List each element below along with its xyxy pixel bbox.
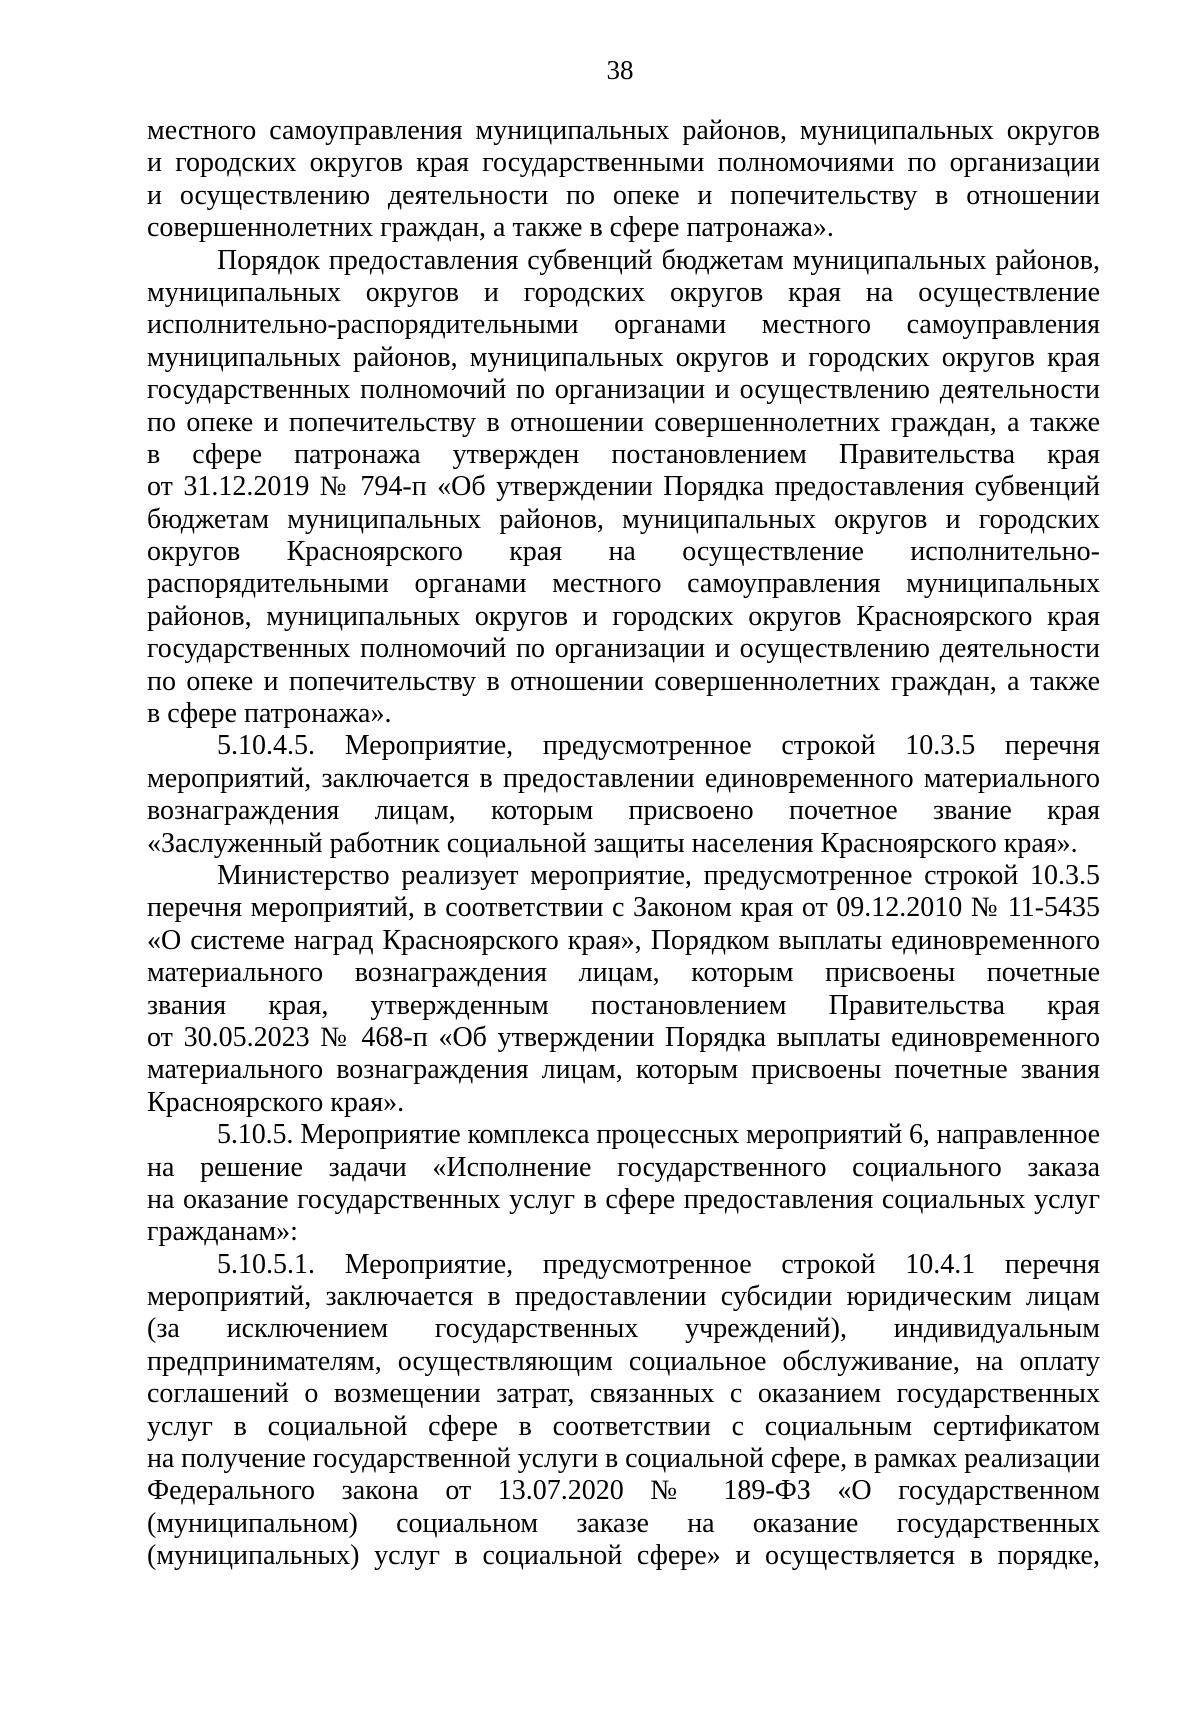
text-line: государственных полномочий по организации и осуществлению деятельности <box>147 374 1100 406</box>
text-line: Министерство реализует мероприятие, предусмотренное строкой 10.3.5 <box>217 859 1100 891</box>
text-line: вознаграждения лицам, которым присвоено почетное звание края <box>147 795 1100 827</box>
text-line: районов, муниципальных округов и городских округов Красноярского края <box>147 600 1100 632</box>
text-line: мероприятий, заключается в предоставлении субсидии юридическим лицам <box>147 1281 1100 1313</box>
text-line: в сфере патронажа». <box>147 698 392 730</box>
text-line: гражданам»: <box>147 1216 298 1248</box>
text-line: (муниципальном) социальном заказе на оказание государственных <box>147 1507 1100 1539</box>
text-line: бюджетам муниципальных районов, муниципальных округов и городских <box>147 503 1100 535</box>
text-line: 5.10.5. Мероприятие комплекса процессных мероприятий 6, направленное <box>217 1119 1100 1151</box>
text-line: 5.10.4.5. Мероприятие, предусмотренное строкой 10.3.5 перечня <box>217 730 1100 762</box>
text-line: Красноярского края». <box>147 1086 405 1118</box>
page-number: 38 <box>606 55 634 85</box>
text-line: «Заслуженный работник социальной защиты населения Красноярского края». <box>147 827 1078 859</box>
text-line: распорядительными органами местного самоуправления муниципальных <box>147 568 1100 600</box>
text-line: от 31.12.2019 № 794-п «Об утверждении Порядка предоставления субвенций <box>147 471 1100 503</box>
text-line: на оказание государственных услуг в сфере предоставления социальных услуг <box>147 1183 1100 1215</box>
text-line: муниципальных округов и городских округов края на осуществление <box>147 276 1100 308</box>
text-line: соглашений о возмещении затрат, связанных с оказанием государственных <box>147 1378 1100 1410</box>
paragraph <box>147 730 1100 860</box>
document-body <box>147 115 1100 1573</box>
text-line: и городских округов края государственными полномочиями по организации <box>147 147 1100 179</box>
text-line: исполнительно-распорядительными органами местного самоуправления <box>147 309 1100 341</box>
paragraph <box>147 115 1100 245</box>
text-line: перечня мероприятий, в соответствии с Законом края от 09.12.2010 № 11-5435 <box>147 892 1100 924</box>
text-line: услуг в социальной сфере в соответствии с социальным сертификатом <box>147 1410 1100 1442</box>
text-line: материального вознаграждения лицам, которым присвоены почетные <box>147 957 1100 989</box>
text-line: на решение задачи «Исполнение государственного социального заказа <box>147 1151 1100 1183</box>
text-line: и осуществлению деятельности по опеке и попечительству в отношении <box>147 179 1100 211</box>
text-line: Федерального закона от 13.07.2020 № 189-ФЗ «О государственном <box>147 1475 1100 1507</box>
text-line: округов Красноярского края на осуществление исполнительно- <box>147 536 1100 568</box>
paragraph <box>147 1119 1100 1249</box>
text-line: 5.10.5.1. Мероприятие, предусмотренное строкой 10.4.1 перечня <box>217 1248 1100 1280</box>
text-line: местного самоуправления муниципальных районов, муниципальных округов <box>147 115 1100 146</box>
text-line: (за исключением государственных учреждений), индивидуальным <box>147 1313 1100 1345</box>
text-line: совершеннолетних граждан, а также в сфере патронажа». <box>147 212 834 244</box>
text-line: материального вознаграждения лицам, которым присвоены почетные звания <box>147 1054 1100 1086</box>
text-line: от 30.05.2023 № 468-п «Об утверждении Порядка выплаты единовременного <box>147 1021 1100 1053</box>
text-line: по опеке и попечительству в отношении совершеннолетних граждан, а также <box>147 406 1100 438</box>
text-line: Порядок предоставления субвенций бюджетам муниципальных районов, <box>217 244 1100 276</box>
text-line: (муниципальных) услуг в социальной сфере» и осуществляется в порядке, <box>147 1540 1100 1572</box>
text-line: звания края, утвержденным постановлением Правительства края <box>147 989 1100 1021</box>
paragraph <box>147 860 1100 1119</box>
text-line: по опеке и попечительству в отношении совершеннолетних граждан, а также <box>147 665 1100 697</box>
text-line: муниципальных районов, муниципальных округов и городских округов края <box>147 341 1100 373</box>
paragraph <box>147 1249 1100 1573</box>
text-line: «О системе наград Красноярского края», Порядком выплаты единовременного <box>147 924 1100 956</box>
text-line: на получение государственной услуги в социальной сфере, в рамках реализации <box>147 1443 1100 1475</box>
paragraph <box>147 245 1100 731</box>
text-line: предпринимателям, осуществляющим социальное обслуживание, на оплату <box>147 1345 1100 1377</box>
text-line: мероприятий, заключается в предоставлении единовременного материального <box>147 762 1100 794</box>
text-line: государственных полномочий по организации и осуществлению деятельности <box>147 633 1100 665</box>
text-line: в сфере патронажа утвержден постановлением Правительства края <box>147 438 1100 470</box>
